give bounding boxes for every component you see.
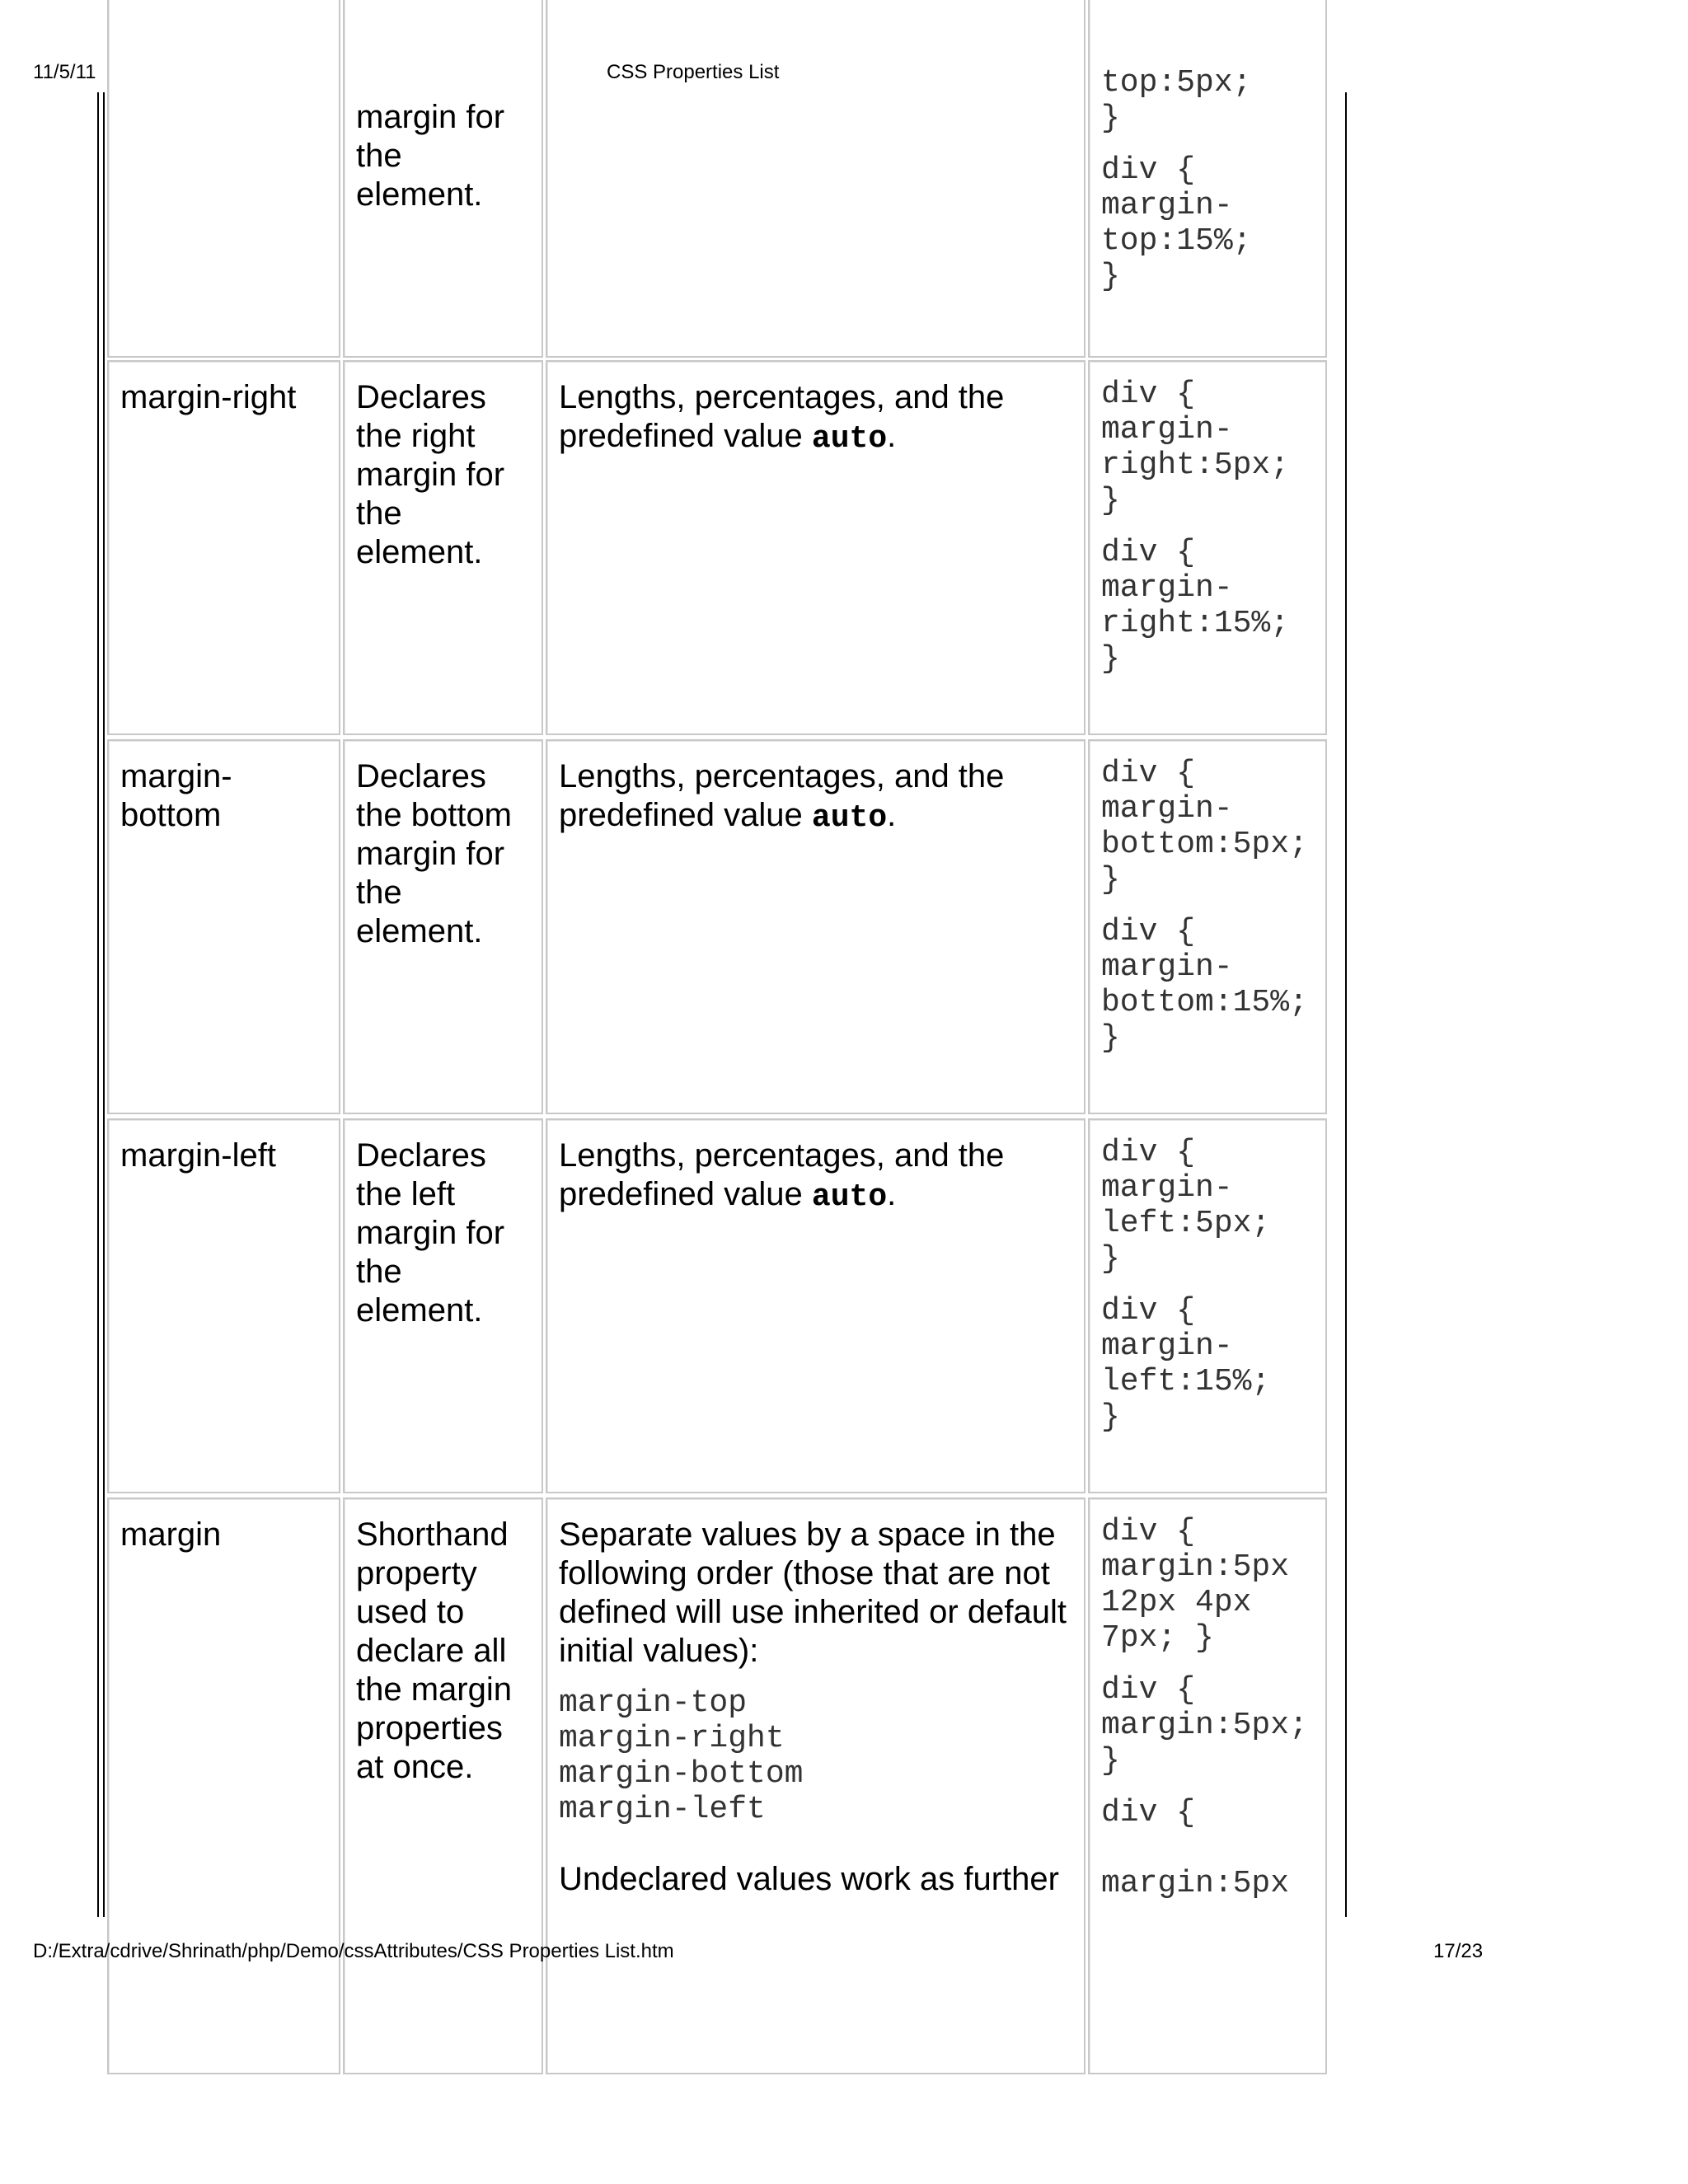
table-cell-values	[546, 1118, 1085, 1493]
property-name: margin	[120, 1516, 222, 1553]
example-code: div { margin- bottom:5px; }	[1101, 756, 1308, 898]
example-code: div { margin- left:5px; }	[1101, 1135, 1271, 1277]
values-text: Lengths, percentages, and the predefined value auto.	[559, 379, 1005, 457]
table-cell-values	[546, 1497, 1085, 2074]
print-date: 11/5/11	[33, 61, 96, 83]
description-text: Declares the left margin for the element.	[356, 1137, 505, 1329]
values-text: Lengths, percentages, and the predefined value auto.	[559, 758, 1005, 836]
example-code: div { margin:5px; }	[1101, 1672, 1308, 1779]
inline-code-auto: auto	[811, 1179, 888, 1215]
table-cell-property	[107, 360, 340, 735]
table-cell-description	[343, 1497, 543, 2074]
page-number: 17/23	[1433, 1940, 1484, 1962]
values-list-code: margin-top margin-right margin-bottom margin-left	[559, 1685, 804, 1827]
values-text: Separate values by a space in the following order (those that are not defined will use inherited or default initial values):	[559, 1516, 1067, 1669]
inline-code-auto: auto	[811, 800, 888, 836]
table-cell-property	[107, 739, 340, 1114]
table-cell-description	[343, 0, 543, 358]
table-cell-description	[343, 360, 543, 735]
example-code: div { margin- top:15%; }	[1101, 152, 1252, 294]
example-code: div { margin- bottom:15%; }	[1101, 914, 1308, 1056]
inline-code-auto: auto	[811, 421, 888, 457]
example-code: div { margin:5px 12px 4px 7px; }	[1101, 1514, 1290, 1656]
description-text: Declares the bottom margin for the element.	[356, 758, 513, 949]
table-cell-values	[546, 360, 1085, 735]
property-name: margin-right	[120, 379, 297, 415]
table-cell-examples	[1088, 739, 1327, 1114]
print-title: CSS Properties List	[607, 61, 780, 83]
table-cell-examples	[1088, 1118, 1327, 1493]
example-code: top:5px; }	[1101, 65, 1252, 136]
table-cell-description	[343, 739, 543, 1114]
table-cell-examples	[1088, 1497, 1327, 2074]
table-cell-property	[107, 1118, 340, 1493]
example-code: div { margin- left:15%; }	[1101, 1293, 1271, 1435]
values-text-more: Undeclared values work as further	[559, 1861, 1059, 1897]
example-code: div { margin- right:5px; }	[1101, 377, 1290, 518]
description-text: Declares the right margin for the element.	[356, 379, 505, 570]
property-name: margin-left	[120, 1137, 276, 1174]
example-code: div { margin- right:15%; }	[1101, 535, 1290, 677]
print-file-path: D:/Extra/cdrive/Shrinath/php/Demo/cssAttributes/CSS Properties List.htm	[33, 1940, 674, 1962]
example-code: div { margin:5px	[1101, 1795, 1290, 1901]
property-name: margin-bottom	[120, 758, 232, 833]
table-cell-examples	[1088, 0, 1327, 358]
description-text: Shorthand property used to declare all the margin properties at once.	[356, 1516, 512, 1785]
table-cell-property	[107, 1497, 340, 2074]
description-text: margin for the element.	[356, 99, 505, 213]
table-cell-examples	[1088, 360, 1327, 735]
values-text: Lengths, percentages, and the predefined value auto.	[559, 1137, 1005, 1215]
table-cell-values	[546, 739, 1085, 1114]
table-cell-values	[546, 0, 1085, 358]
table-cell-property	[107, 0, 340, 358]
table-cell-description	[343, 1118, 543, 1493]
